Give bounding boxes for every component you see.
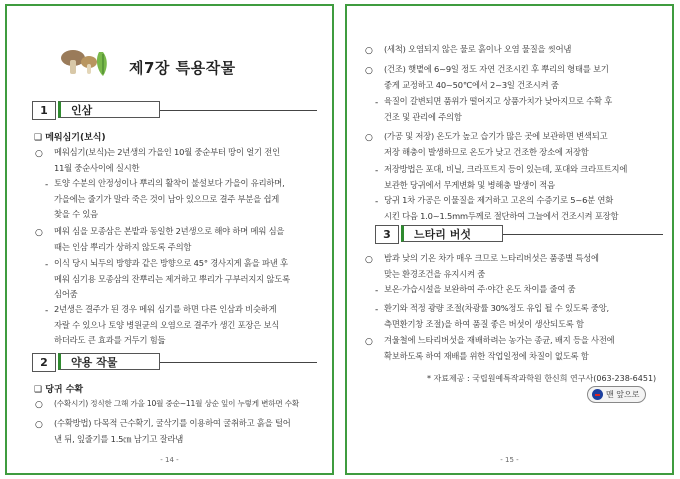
paragraph [384, 251, 664, 282]
back-to-top-button[interactable] [587, 386, 646, 403]
paragraph [384, 94, 666, 125]
paragraph [384, 333, 668, 364]
page-number: - 15 - [500, 456, 519, 464]
section-title: 약용 작물 [58, 353, 160, 370]
chapter-title: 제7장 특용작물 [129, 59, 236, 77]
section-rule [503, 234, 663, 235]
section-rule [160, 110, 317, 111]
circle-bullet-icon: ○ [365, 46, 373, 56]
dash-bullet: - [375, 286, 379, 296]
taegeuk-icon [592, 389, 603, 400]
circle-bullet-icon: ○ [365, 337, 373, 347]
paragraph [54, 416, 319, 447]
text-line: 토양 수분의 안정성이나 뿌리의 활착이 불설보다 가을이 유리하며, [54, 178, 285, 188]
text-line: (건조) 햇볕에 6~9일 정도 자연 건조시킨 후 뿌리의 형태를 보기 [384, 64, 609, 74]
circle-bullet-icon: ○ [35, 228, 43, 238]
dash-bullet: - [45, 180, 49, 190]
circle-bullet-icon: ○ [365, 66, 373, 76]
text-line: 밤과 낮의 기온 차가 매우 크므로 느타리버섯은 품종별 특성에 [384, 253, 599, 263]
dash-bullet: - [375, 305, 379, 315]
paragraph [384, 162, 668, 193]
dash-bullet: - [45, 260, 49, 270]
paragraph [54, 256, 322, 303]
paragraph [54, 302, 322, 349]
circle-bullet-icon: ○ [35, 400, 43, 410]
circle-bullet-icon: ○ [35, 149, 43, 159]
section-number: 1 [32, 101, 56, 120]
paragraph [54, 224, 319, 255]
text-line: 저장 해충이 발생하므로 온도가 낮고 건조한 장소에 저장함 [384, 146, 589, 157]
text-line: 보온·가습시설을 보완하여 주·야간 온도 차이를 줄여 줌 [384, 284, 576, 294]
dash-bullet: - [375, 98, 379, 108]
circle-bullet-icon: ○ [365, 255, 373, 265]
text-line: 심어줌 [54, 289, 78, 299]
text-line: 시킨 다음 1.0~1.5mm두께로 절단하여 그늘에서 건조시켜 포장함 [384, 210, 619, 221]
text-line: 메워심기(보식)는 2년생의 가을인 10월 중순부터 땅이 얼기 전인 [54, 147, 280, 157]
section-1-header [32, 101, 317, 120]
text-line: 가을에는 줄기가 말라 죽은 것이 남아 있으므로 결주 부분을 쉽게 [54, 193, 280, 204]
paragraph [54, 176, 322, 223]
text-line: 육질이 갈변되면 품위가 떨어지고 상품가치가 낮아지므로 수확 후 [384, 96, 613, 106]
subheading-angelica-harvest: ❑ 당귀 수확 [34, 385, 84, 395]
section-rule [160, 362, 317, 363]
paragraph [384, 282, 666, 298]
paragraph [384, 42, 664, 58]
dash-bullet: - [45, 306, 49, 316]
section-title: 느타리 버섯 [401, 225, 503, 242]
section-number: 2 [32, 353, 56, 372]
text-line: 환기와 적정 광량 조절(차광률 30%정도 유입 될 수 있도록 중앙, [384, 303, 609, 313]
text-line: (가공 및 저장) 온도가 높고 습기가 많은 곳에 보관하면 변색되고 [384, 131, 608, 141]
text-line: 건조 및 관리에 주의함 [384, 111, 462, 122]
text-line: 확보하도록 하여 재배를 위한 작업일정에 차질이 없도록 함 [384, 350, 589, 361]
paragraph [54, 396, 332, 412]
source-credit: * 자료제공 : 국립원예특작과학원 한신희 연구사(063-238-6451) [427, 374, 657, 383]
paragraph [384, 129, 664, 160]
right-page [345, 4, 674, 475]
text-line: 이식 당시 뇌두의 방향과 같은 방향으로 45° 경사지게 흙을 파낸 후 [54, 258, 288, 268]
dash-bullet: - [375, 166, 379, 176]
subheading-reseeding: ❑ 메워심기(보식) [34, 133, 106, 143]
circle-bullet-icon: ○ [365, 133, 373, 143]
paragraph [384, 301, 668, 332]
dash-bullet: - [375, 197, 379, 207]
text-line: 메워 심을 모종삼은 본밭과 동일한 2년생으로 해야 하며 메워 심을 [54, 226, 285, 236]
paragraph [384, 62, 664, 93]
text-line: 당귀 1차 가공은 이물질을 제거하고 고온의 수증기로 5~6분 연화 [384, 195, 614, 205]
text-line: 11월 중순사이에 실시한 [54, 162, 140, 173]
paragraph [384, 193, 668, 224]
text-line: 겨울철에 느타리버섯을 재배하려는 농가는 종균, 배지 등을 사전에 [384, 335, 615, 345]
text-line: 보관한 당귀에서 무게변화 및 병해충 발생이 적음 [384, 179, 555, 190]
back-to-top-label: 맨 앞으로 [606, 390, 640, 399]
circle-bullet-icon: ○ [35, 420, 43, 430]
text-line: 맞는 환경조건을 유지시켜 줌 [384, 268, 486, 279]
text-line: 좋게 교정하고 40~50℃에서 2~3일 건조시켜 줌 [384, 79, 559, 90]
section-title: 인삼 [58, 101, 160, 118]
text-line: 2년생은 결주가 된 경우 메워 심기를 하면 다른 인삼과 비슷하게 [54, 304, 277, 314]
text-line: (세척) 오염되지 않은 물로 흙이나 오염 물질을 씻어냄 [384, 44, 572, 54]
text-line: 저장방법은 포대, 비닐, 크라프트지 등이 있는데, 포대와 크라프트지에 [384, 164, 628, 174]
mushroom-icon [59, 44, 111, 80]
text-line: 하더라도 큰 효과를 거두기 힘듦 [54, 335, 166, 345]
text-line: 메워 심기용 모종삼의 잔뿌리는 제거하고 뿌리가 구부러지지 않도록 [54, 273, 290, 284]
text-line: 낸 뒤, 잎줄기를 1.5㎝ 남기고 잘라냄 [54, 433, 184, 444]
text-line: (수확방법) 다목적 근수확기, 굴삭기를 이용하여 굴취하고 흙을 털어 [54, 418, 291, 428]
left-page [5, 4, 334, 475]
text-line: 자랄 수 있으나 토양 병원균의 오염으로 결주가 생긴 포장은 보식 [54, 319, 280, 330]
section-number: 3 [375, 225, 399, 244]
text-line: 찾을 수 있음 [54, 209, 98, 219]
section-3-header [375, 225, 665, 244]
text-line: 때는 인삼 뿌리가 상하지 않도록 주의함 [54, 241, 192, 252]
text-line: (수확시기) 정식한 그해 가을 10월 중순~11월 상순 잎이 누렇게 변하면 수확 [54, 399, 300, 408]
paragraph [54, 145, 319, 176]
section-2-header [32, 353, 317, 372]
page-number: - 14 - [160, 456, 179, 464]
text-line: 측면환기창 조절)을 하여 품질 좋은 버섯이 생산되도록 함 [384, 318, 584, 329]
